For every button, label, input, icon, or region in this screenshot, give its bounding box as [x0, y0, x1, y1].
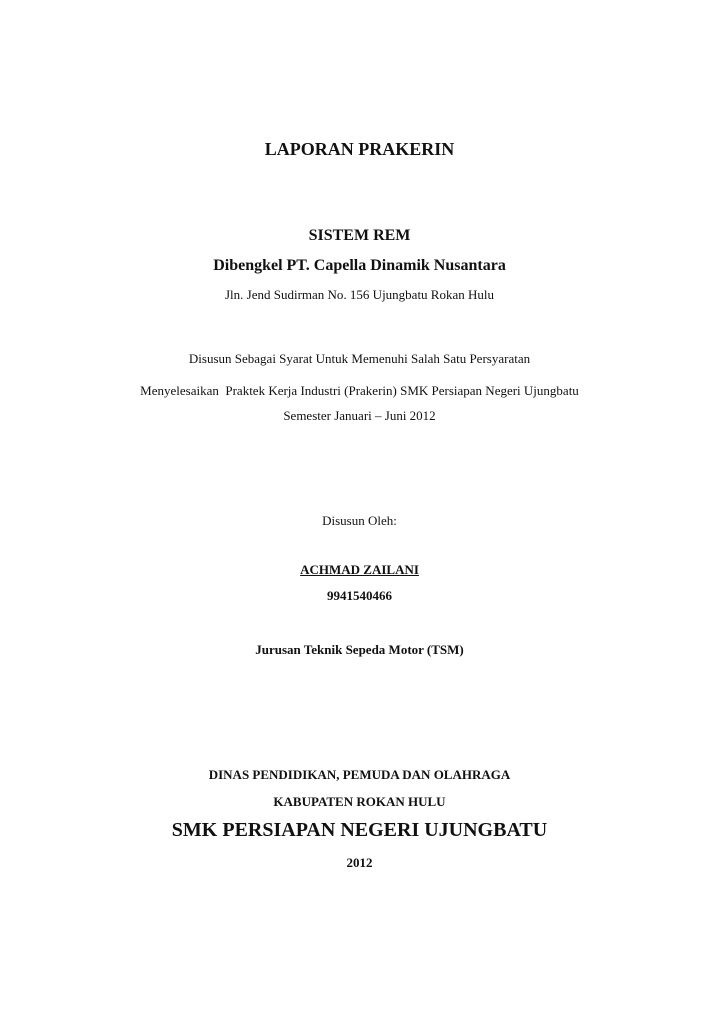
purpose-line-2: Menyelesaikan Praktek Kerja Industri (Prakerin) SMK Persiapan Negeri Ujungbatu	[140, 383, 579, 398]
author-department: Jurusan Teknik Sepeda Motor (TSM)	[255, 642, 464, 657]
purpose-line-1: Disusun Sebagai Syarat Untuk Memenuhi Salah Satu Persyaratan	[188, 351, 531, 366]
institution-agency: DINAS PENDIDIKAN, PEMUDA DAN OLAHRAGA	[208, 767, 511, 782]
report-title: LAPORAN PRAKERIN	[264, 139, 455, 159]
author-name: ACHMAD ZAILANI	[300, 562, 419, 577]
workshop-address: Jln. Jend Sudirman No. 156 Ujungbatu Rokan Hulu	[224, 287, 494, 302]
report-topic: SISTEM REM	[308, 227, 411, 244]
purpose-line-3: Semester Januari – Juni 2012	[283, 408, 436, 423]
institution-year: 2012	[346, 855, 373, 870]
institution-school: SMK PERSIAPAN NEGERI UJUNGBATU	[171, 819, 548, 841]
workshop-name: Dibengkel PT. Capella Dinamik Nusantara	[213, 257, 506, 274]
institution-regency: KABUPATEN ROKAN HULU	[273, 794, 446, 809]
author-id: 9941540466	[327, 588, 392, 603]
author-label: Disusun Oleh:	[322, 513, 397, 528]
